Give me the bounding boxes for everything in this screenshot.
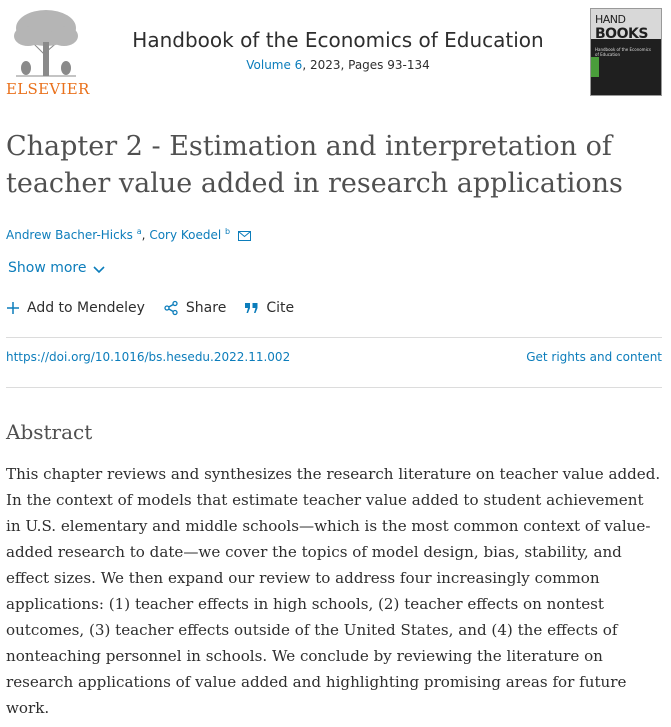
article-actions — [6, 300, 312, 316]
article-title: Chapter 2 - Estimation and interpretation of teacher value added in research applications — [6, 131, 623, 199]
abstract-text: This chapter reviews and synthesizes the research literature on teacher value added. In the context of models that estimate teacher value added to student achievement in U.S. elementary and middle schools—which is the most common context of value-added research to date—we cover the topics of model design, bias, stability, and effect sizes. We then expand our review to address four increasingly common applications: (1) teacher effects in high schools, (2) teacher effects on nontest outcomes, (3) teacher effects outside of the United States, and (4) the effects of nonteaching personnel in schools. We conclude by reviewing the literature on research applications of value added and highlighting promising areas for future work. — [6, 465, 661, 717]
share-button[interactable] — [163, 300, 226, 316]
author-affiliation[interactable]: b — [225, 227, 231, 236]
cite-button[interactable] — [244, 300, 294, 316]
author-separator: , — [141, 228, 150, 242]
tree-emblem-icon — [6, 6, 86, 78]
cover-brand-line-1: HAND — [595, 13, 626, 26]
cover-brand-line-2: BOOKS — [595, 26, 648, 42]
volume-link[interactable]: Volume 6 — [246, 58, 303, 72]
cover-brand — [595, 12, 648, 41]
show-more-button[interactable] — [8, 260, 105, 276]
doi-link[interactable]: https://doi.org/10.1016/bs.hesedu.2022.11.002 — [6, 350, 291, 364]
mail-icon[interactable] — [238, 230, 251, 244]
author-affiliation[interactable]: a — [136, 227, 142, 236]
cover-accent — [591, 57, 599, 77]
divider — [6, 387, 662, 388]
cover-series: Handbook of the Economics of Education — [595, 47, 651, 57]
show-more-label: Show more — [8, 260, 87, 276]
author-list — [6, 227, 251, 244]
quote-icon — [244, 302, 259, 314]
journal-meta — [120, 58, 556, 72]
author-link[interactable]: Andrew Bacher-Hicks — [6, 228, 133, 242]
cite-label: Cite — [266, 300, 295, 316]
rights-link[interactable]: Get rights and content — [526, 350, 662, 364]
publisher-name: ELSEVIER — [6, 80, 90, 98]
share-label: Share — [185, 300, 227, 316]
author-link[interactable]: Cory Koedel — [149, 228, 222, 242]
add-to-mendeley-button[interactable] — [6, 300, 145, 316]
mendeley-label: Add to Mendeley — [27, 300, 145, 316]
journal-meta-rest: , 2023, Pages 93-134 — [302, 58, 430, 72]
journal-header — [120, 28, 556, 72]
book-cover[interactable] — [590, 8, 662, 96]
abstract-heading: Abstract — [6, 420, 93, 444]
plus-icon — [6, 301, 20, 315]
divider — [6, 337, 662, 338]
share-icon — [163, 300, 179, 316]
chevron-down-icon — [93, 266, 105, 274]
journal-title[interactable]: Handbook of the Economics of Education — [132, 28, 544, 52]
